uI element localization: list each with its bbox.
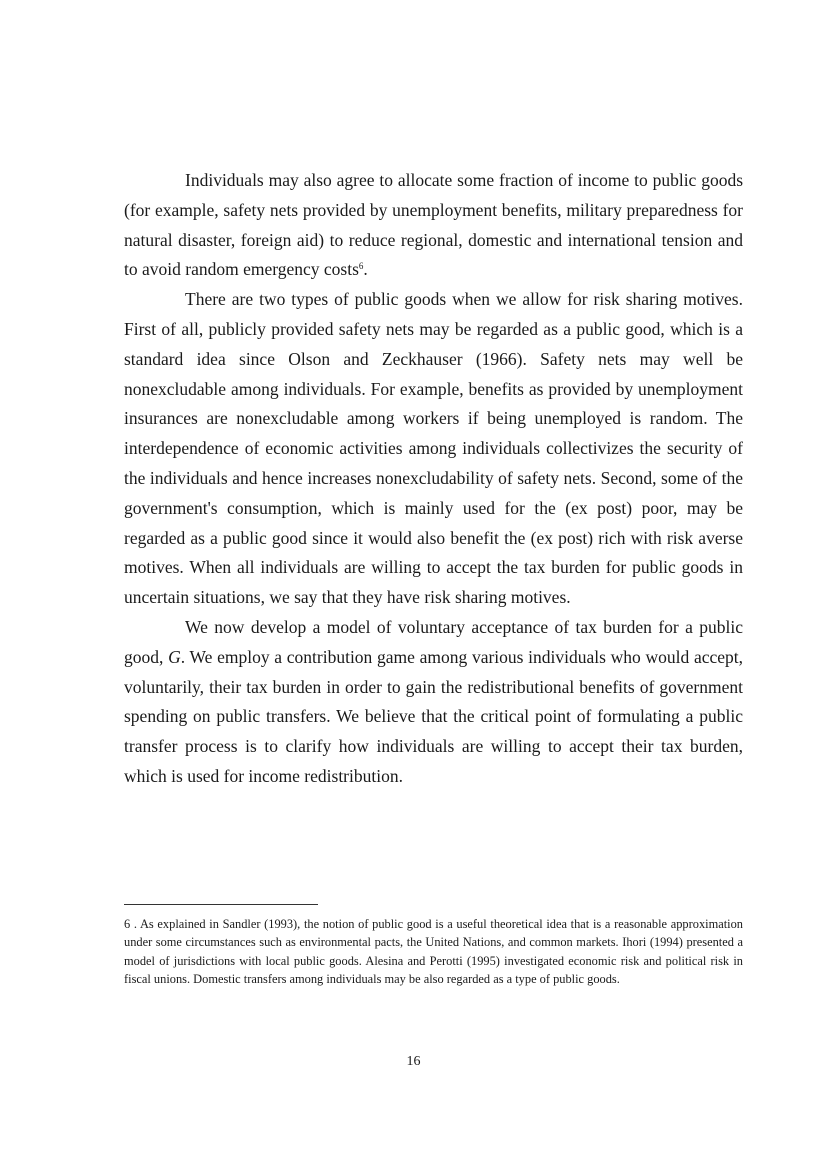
paragraph-1-end: . xyxy=(363,259,368,280)
paragraph-3 xyxy=(124,613,743,792)
page-number: 16 xyxy=(406,1054,421,1069)
paragraph-2: There are two types of public goods when we allow for risk sharing motives. First of all, publicly provided safety nets may be regarded as a public good, which is a standard idea since Olson and Zeckhauser (1966). Safety nets may well be nonexcludable among individuals. For example, benefits as provided by unemployment insurances are nonexcludable among workers if being unemployed is random. The interdependence of economic activities among individuals collectivizes the security of the individuals and hence increases nonexcludability of safety nets. Second, some of the government's consumption, which is mainly used for the (ex post) poor, may be regarded as a public good since it would also benefit the (ex post) rich with risk averse motives. When all individuals are willing to accept the tax burden for public goods in uncertain situations, we say that they have risk sharing motives. xyxy=(124,289,743,608)
paragraph-1 xyxy=(124,166,743,285)
footnote-text: 6 . As explained in Sandler (1993), the notion of public good is a useful theoretical idea that is a reasonable approximation under some circumstances such as environmental pacts, the United Nations, and common markets. Ihori (1994) presented a model of jurisdictions with local public goods. Alesina and Perotti (1995) investigated economic risk and political risk in fiscal unions. Domestic transfers among individuals may be also regarded as a type of public goods. xyxy=(124,917,743,987)
footnote xyxy=(124,915,743,989)
public-good-symbol: G xyxy=(168,646,181,667)
body-text xyxy=(124,166,743,792)
paragraph-3-text: We now develop a model of voluntary acceptance of tax burden for a public good, xyxy=(124,616,743,667)
paragraph-1-text: Individuals may also agree to allocate some fraction of income to public goods (for example, safety nets provided by unemployment benefits, military preparedness for natural disaster, foreign aid) to reduce regional, domestic and international tension and to avoid random emergency costs xyxy=(124,170,743,280)
footnote-reference: 6 xyxy=(358,261,364,272)
paragraph-3-rest: . We employ a contribution game among various individuals who would accept, voluntarily, their tax burden in order to gain the redistributional benefits of government spending on public transfers. We believe that the critical point of formulating a public transfer process is to clarify how individuals are willing to accept their tax burden, which is used for income redistribution. xyxy=(124,646,744,786)
footnote-separator xyxy=(124,904,318,905)
